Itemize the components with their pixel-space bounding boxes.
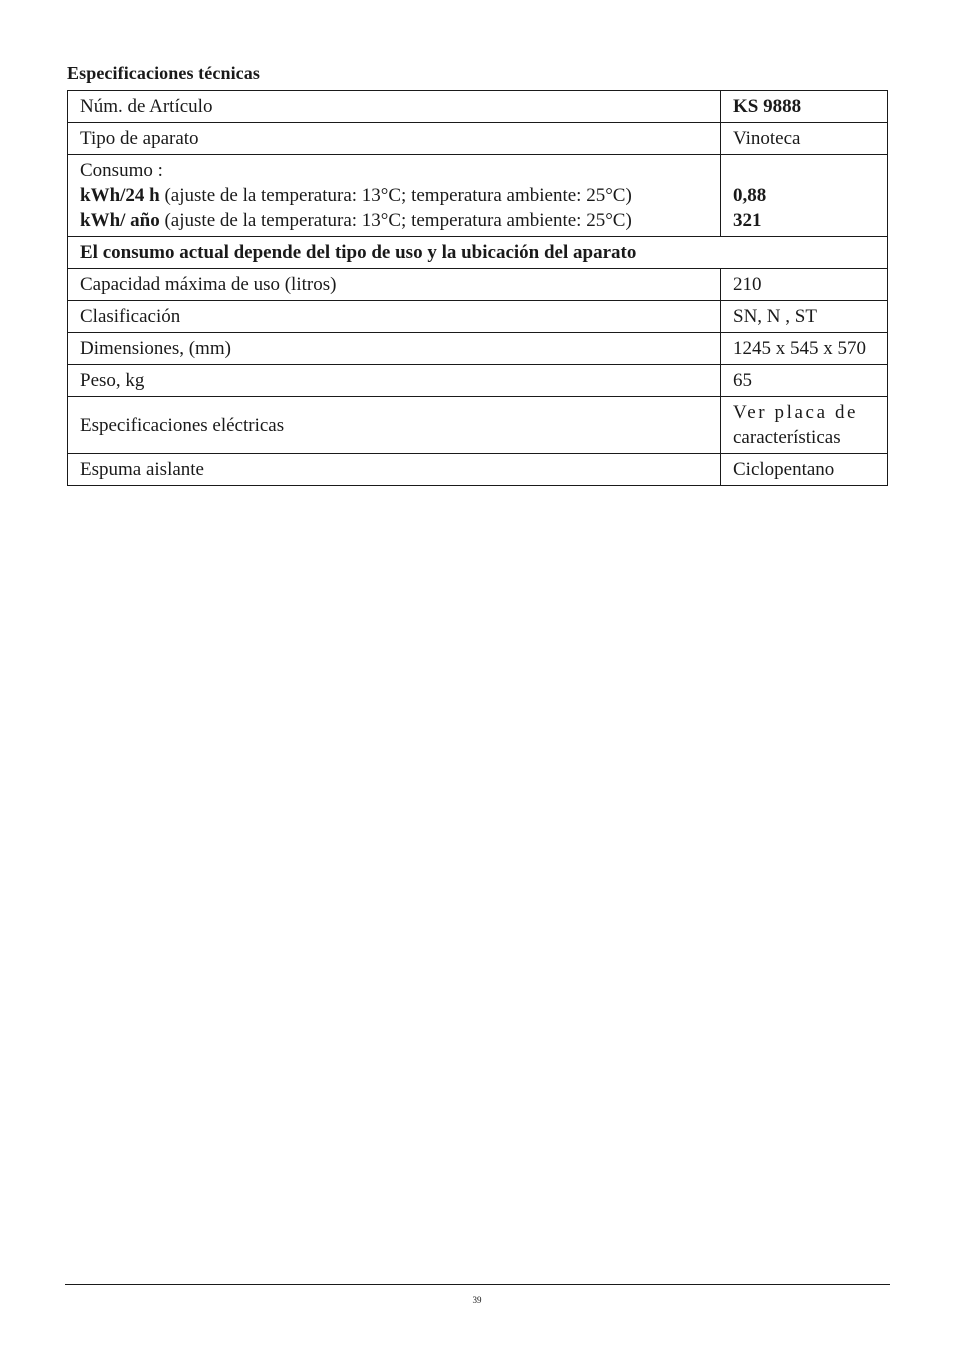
dimensions-value: 1245 x 545 x 570 (721, 333, 888, 365)
consumption-day-unit: kWh/24 h (80, 185, 160, 206)
spec-row-capacity (68, 269, 888, 301)
spec-row-classification (68, 301, 888, 333)
section-title: Especificaciones técnicas (67, 63, 260, 83)
insulation-value: Ciclopentano (721, 454, 888, 486)
consumption-label-cell (68, 155, 721, 237)
electrical-label: Especificaciones eléctricas (68, 397, 721, 454)
appliance-type-value: Vinoteca (721, 123, 888, 155)
dimensions-label: Dimensiones, (mm) (68, 333, 721, 365)
consumption-values-cell (721, 155, 888, 237)
classification-value: SN, N , ST (721, 301, 888, 333)
capacity-value: 210 (721, 269, 888, 301)
consumption-year-value: 321 (733, 210, 762, 231)
weight-value: 65 (721, 365, 888, 397)
consumption-day-value: 0,88 (733, 185, 767, 206)
consumption-heading: Consumo : (80, 160, 163, 181)
spec-row-note (68, 237, 888, 269)
capacity-label: Capacidad máxima de uso (litros) (68, 269, 721, 301)
consumption-year-line (80, 208, 708, 233)
specifications-table (67, 90, 888, 486)
spec-row-weight (68, 365, 888, 397)
consumption-day-note: (ajuste de la temperatura: 13°C; temperatura ambiente: 25°C) (159, 185, 632, 206)
article-number-label: Núm. de Artículo (68, 91, 721, 123)
electrical-value-line1: Ver placa de (733, 402, 859, 423)
spec-row-appliance-type (68, 123, 888, 155)
electrical-value-cell (721, 397, 888, 454)
footer-divider (65, 1284, 890, 1285)
appliance-type-label: Tipo de aparato (68, 123, 721, 155)
spec-row-consumption (68, 155, 888, 237)
electrical-value-line2: características (733, 427, 841, 448)
consumption-year-unit: kWh/ año (80, 210, 160, 231)
spec-row-dimensions (68, 333, 888, 365)
spec-row-electrical (68, 397, 888, 454)
consumption-year-note: (ajuste de la temperatura: 13°C; temperatura ambiente: 25°C) (159, 210, 632, 231)
consumption-note: El consumo actual depende del tipo de uso y la ubicación del aparato (68, 237, 888, 269)
classification-label: Clasificación (68, 301, 721, 333)
spec-row-insulation (68, 454, 888, 486)
weight-label: Peso, kg (68, 365, 721, 397)
consumption-day-line (80, 183, 708, 208)
spec-row-article (68, 91, 888, 123)
article-number-value: KS 9888 (721, 91, 888, 123)
page-number: 39 (472, 1295, 482, 1305)
insulation-label: Espuma aislante (68, 454, 721, 486)
